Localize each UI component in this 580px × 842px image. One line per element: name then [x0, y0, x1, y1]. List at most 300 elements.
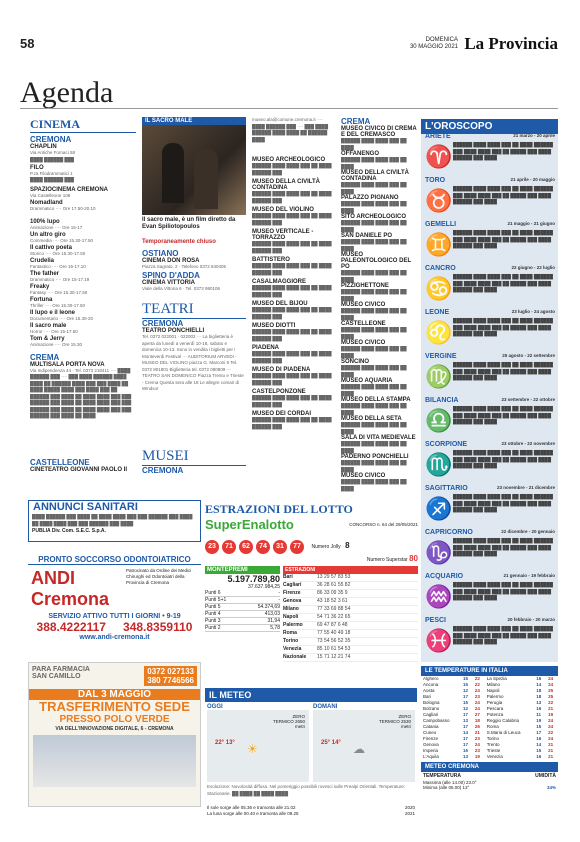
- film-title: Il lupo e il leone: [30, 309, 76, 316]
- temp-cell: 22: [474, 682, 480, 687]
- meteo-maps: [205, 702, 417, 784]
- film-title: Fortuna: [30, 296, 53, 303]
- temp-cell: 22: [548, 730, 554, 735]
- theatre-city: OSTIANO: [142, 249, 179, 258]
- temp-cell: 17: [463, 742, 469, 747]
- sign-name: SAGITTARIO: [425, 485, 468, 492]
- temp-cell: Imperia: [423, 748, 439, 753]
- temp-cell: 17: [463, 694, 469, 699]
- museum-name: MUSEO DELLA CIVILTÀ CONTADINA: [252, 179, 320, 191]
- quota-value: -: [278, 597, 280, 603]
- cinema-city: CASTELLEONE: [30, 457, 90, 467]
- text-filler: museo.ala@comune.cremona.it ···· ████ ██████ ███ ···· ███ ████ ██████ ████ ████ ██ ██████ ████: [252, 117, 329, 142]
- temp-cell: Bari: [423, 694, 432, 699]
- museum-name: MUSEO ARCHEOLOGICO: [252, 157, 326, 163]
- museum-city: CREMONA: [142, 466, 184, 475]
- lotto-number: 71: [222, 540, 236, 554]
- museum-name: CASALMAGGIORE: [252, 279, 306, 285]
- temp-cell: Reggio Calabria: [486, 718, 519, 723]
- quota-label: Punti 4: [205, 611, 221, 617]
- museum-name: OFFANENGO: [341, 151, 380, 157]
- sign-name: TORO: [425, 177, 446, 184]
- horoscope-panel: [421, 119, 558, 662]
- figure-shape: [162, 143, 184, 203]
- wheel-city: Palermo: [283, 622, 303, 628]
- zero-termico: ZERO TERMICO 2650 metri: [272, 714, 305, 729]
- temp-cell: 23: [474, 736, 480, 741]
- temp-cell: 17: [463, 712, 469, 717]
- page-header: [20, 34, 558, 56]
- text-filler: ██████ ████ ████ ███ ██ ████: [341, 201, 407, 213]
- text-filler: Via Indipendenza 44 · Tel. 0373 218411 ···· ████ ██████ ███ ···· ███ ████ ██████ ████ ████ ██ ██████ ████ ███ ███ ████ ██ ████ █████ ████ ███ ████ ███ ██ ██████ ███ ████ ██ ████ ████ ███ ███ ██████ ███ ████ ██ ████ ████ ███ ███ ██████ ███ ████ ██ ████ ████ ███ ███ ██████ ███ ████ ██ ████: [30, 367, 132, 418]
- text-filler: ██████ ████ ████ ███ ██ ████: [341, 270, 407, 282]
- quota-value: 54.374,69: [257, 604, 280, 610]
- servizio-text: SERVIZIO ATTIVO TUTTI I GIORNI • 9-19: [48, 613, 181, 620]
- wheel-numbers: 13 29 57 83 53: [317, 574, 351, 580]
- text-filler: Animazione ···· Ore 15-17: [30, 224, 83, 230]
- horoscope-sign: [425, 177, 555, 213]
- min-row: [421, 785, 558, 790]
- horoscope-sign: [425, 573, 555, 609]
- wheel-numbers: 54 71 36 22 65: [317, 614, 351, 620]
- cinema-name: FILO: [30, 164, 44, 171]
- temp-cell: 17: [463, 724, 469, 729]
- text-filler: ██████ ████ ████ ███ ██ ████: [341, 460, 407, 472]
- section-title: Agenda: [20, 76, 114, 109]
- museum-name: MUSEO CIVICO DI CREMA E DEL CREMASCO: [341, 126, 417, 138]
- year: 2020: [404, 805, 415, 810]
- temp-cell: L'Aquila: [423, 754, 439, 759]
- wheel-city: Nazionale: [283, 654, 307, 660]
- temp-cell: Catania: [423, 724, 439, 729]
- wheel-row: [283, 582, 418, 590]
- museum-name: MUSEO CIVICO: [341, 473, 386, 479]
- text-filler: ██████ ████ ████ ███ ██ ████: [341, 346, 407, 358]
- text-filler: ██████ ████ ████ ███ ██ ████: [341, 422, 407, 434]
- newspaper-logo: La Provincia: [464, 34, 558, 53]
- temp-cell: 23: [474, 748, 480, 753]
- wheel-numbers: 73 54 56 52 35: [317, 638, 351, 644]
- wheel-numbers: 69 47 87 6 48: [317, 622, 348, 628]
- film-title: Nomadland: [30, 199, 63, 206]
- phone-row: [28, 620, 201, 634]
- museum-name: SALA DI VITA MEDIEVALE: [341, 435, 416, 441]
- text-filler: Fantastico ···· Ore 15-17.10: [30, 263, 86, 269]
- temp-cell: 24: [474, 742, 480, 747]
- quota-row: [205, 618, 280, 625]
- closed-notice: Temporaneamente chiuso: [142, 239, 216, 245]
- temp-cell: 15: [536, 748, 542, 753]
- wheel-row: [283, 630, 418, 638]
- zodiac-icon: ♌: [425, 320, 453, 345]
- temp-cell: 14: [463, 730, 469, 735]
- film-title: Tom & Jerry: [30, 335, 65, 342]
- lotto-number: 77: [290, 540, 304, 554]
- text-filler: ██████ ████ ████ ███ ██ ████: [341, 289, 407, 301]
- cloud-icon: ☁: [353, 742, 365, 756]
- wheel-city: Napoli: [283, 614, 299, 620]
- temp-range: 22° 13°: [215, 740, 235, 746]
- horoscope-heading: L'OROSCOPO: [421, 119, 558, 134]
- odontoiatrico-ad: [28, 555, 201, 650]
- sign-text: ██████ ████ ████ ███ ██ ████ ██████ ███ ████ ████ ███ ██ █████ ███ ████ ██████ ███ ████: [453, 626, 553, 644]
- film-title: Crudelia: [30, 257, 55, 264]
- zodiac-icon: ♏: [425, 452, 453, 477]
- montepremi-label: MONTEPREMI: [205, 566, 280, 574]
- horoscope-sign: [425, 133, 555, 169]
- temp-cell: 15: [463, 676, 469, 681]
- weather-map-today: [207, 710, 309, 782]
- text-filler: ██████ ████ ████ ███ ██ ████: [341, 308, 407, 320]
- temp-cell: 13: [463, 754, 469, 759]
- zodiac-icon: ♑: [425, 540, 453, 565]
- wheel-numbers: 15 71 12 21 74: [317, 654, 351, 660]
- temp-cell: 24: [548, 676, 554, 681]
- temp-cell: 14: [536, 742, 542, 747]
- cinema-city: CREMA: [30, 352, 60, 362]
- sun-times: Il sole sorge alle 05.36 e tramonta alle 21.02: [207, 805, 296, 810]
- montepremi-value: 5.197.789,80: [227, 574, 280, 584]
- temp-cell: 15: [463, 682, 469, 687]
- superenalotto-logo: SuperEnalotto: [205, 517, 294, 532]
- film-title: Freaky: [30, 283, 50, 290]
- horoscope-sign: [425, 353, 555, 389]
- quota-label: Punti 5: [205, 604, 221, 610]
- text-filler: ██████ ████ ████ ███ ██ ████: [341, 220, 407, 232]
- film-title: Il sacro male: [30, 322, 67, 329]
- quota-row: [205, 597, 280, 604]
- sign-name: ACQUARIO: [425, 573, 464, 580]
- cinema-address: Via Castelleone 108: [30, 193, 71, 198]
- ad-title: PRONTO SOCCORSO ODONTOIATRICO: [28, 555, 201, 565]
- sign-dates: 21 maggio - 21 giugno: [507, 221, 555, 226]
- text-filler: ██████ ████ ████ ███ ██ ████: [341, 479, 407, 491]
- text-filler: ██████ ████ ████ ███ ██ ████: [341, 441, 407, 453]
- text-filler: Commedia ···· Ore 15.30-17.50: [30, 237, 94, 243]
- museum-name: SAN DANIELE PO: [341, 233, 393, 239]
- zodiac-icon: ♐: [425, 496, 453, 521]
- temp-cell: 24: [474, 706, 480, 711]
- temp-cell: 24: [474, 700, 480, 705]
- temp-cell: Napoli: [486, 688, 500, 693]
- quota-value: 413,03: [264, 611, 280, 617]
- text-filler: ██████ ████ ████ ███ ██ ████: [341, 138, 407, 150]
- moon-times: La luna sorge alle 00.40 e tramonta alle 09.25: [207, 811, 299, 816]
- temp-cell: 11: [536, 712, 542, 717]
- temp-cell: 19: [536, 718, 542, 723]
- temp-cell: 12: [463, 688, 469, 693]
- horoscope-sign: [425, 265, 555, 301]
- zodiac-icon: ♈: [425, 144, 453, 169]
- wheel-row: [283, 654, 418, 662]
- zodiac-icon: ♓: [425, 628, 453, 653]
- sign-name: VERGINE: [425, 353, 457, 360]
- wheel-row: [283, 614, 418, 622]
- temperature-italia: [421, 666, 558, 836]
- wheel-row: [283, 590, 418, 598]
- max-temp: Massima (alle 14.00) 23.0°: [423, 780, 477, 785]
- museum-name: SONCINO: [341, 359, 370, 365]
- superstar-number: 80: [409, 554, 418, 563]
- quota-value: 5,78: [270, 625, 280, 631]
- sign-name: PESCI: [425, 617, 447, 624]
- temp-cell: Torino: [486, 736, 499, 741]
- farmacia-date: DAL 3 MAGGIO: [29, 689, 200, 700]
- min-temp: Minima (alle 06.00) 13°: [423, 785, 470, 790]
- museum-name: PIZZIGHETTONE: [341, 283, 389, 289]
- cinema-name: MULTISALA PORTA NOVA: [30, 361, 105, 368]
- sign-text: ██████ ████ ████ ███ ██ ████ ██████ ███ ████ ████ ███ ██ █████ ███ ████ ██████ ███ ████: [453, 406, 553, 424]
- text-filler: ██████ ████ ████ ███ ██ ████ ██████ ███: [252, 307, 332, 319]
- figure-shape: [194, 149, 218, 209]
- cinema-name: CINETEATRO GIOVANNI PAOLO II: [30, 466, 128, 473]
- temp-cell: 22: [548, 700, 554, 705]
- jolly-label: Numero Jolly: [311, 544, 341, 550]
- museum-list: [252, 157, 336, 433]
- wheel-row: [283, 598, 418, 606]
- text-filler: ██████ ████ ████ ███ ██ ████ ██████ ███: [252, 191, 332, 203]
- temp-cell: 15: [463, 700, 469, 705]
- horoscope-sign: [425, 309, 555, 345]
- superenalotto-head: [205, 517, 418, 532]
- sign-name: LEONE: [425, 309, 450, 316]
- temp-range: 25° 14°: [321, 740, 341, 746]
- text-filler: ██████ ████ ████ ███ ██ ████ ██████ ███: [252, 395, 332, 407]
- wheel-row: [283, 646, 418, 654]
- text-filler: Animazione ···· Ore 15.30: [30, 341, 83, 347]
- sign-name: GEMELLI: [425, 221, 457, 228]
- temp-cell: 25: [548, 688, 554, 693]
- museum-name: MUSEO DELLA STAMPA: [341, 397, 411, 403]
- sign-dates: 23 ottobre - 22 novembre: [501, 441, 555, 446]
- text-filler: Thriller ···· Ore 15.30-17.50: [30, 302, 86, 308]
- sign-text: ██████ ████ ████ ███ ██ ████ ██████ ███ ████ ████ ███ ██ █████ ███ ████ ██████ ███ ████: [453, 230, 553, 248]
- wheel-numbers: 43 18 52 3 61: [317, 598, 348, 604]
- temp-cell: 21: [548, 706, 554, 711]
- temp-cell: Trieste: [486, 748, 501, 753]
- temp-cell: 21: [474, 730, 480, 735]
- text-filler: Evoluzione: Nuvolosità diffusa. Nel pomeriggio possibili rovesci sulle Prealpi Orientali. Temperature: Stazionarie. ██ ████ ██ ████ ████: [207, 784, 406, 796]
- sign-text: ██████ ████ ████ ███ ██ ████ ██████ ███ ████ ████ ███ ██ █████ ███ ████ ██████ ███ ████: [453, 582, 553, 600]
- museum-name: MUSEO DIOTTI: [252, 323, 296, 329]
- lotto-number: 23: [205, 540, 219, 554]
- lotto-number: 31: [273, 540, 287, 554]
- temp-cell: 24: [548, 718, 554, 723]
- text-filler: Horror ···· Ore 15-17.50: [30, 328, 78, 334]
- farmacia-address: VIA DELL'INNOVAZIONE DIGITALE, 6 - CREMONA: [55, 726, 174, 732]
- quota-row: [205, 611, 280, 618]
- temp-cell: 24: [548, 724, 554, 729]
- oggi-label: OGGI: [207, 704, 223, 710]
- text-filler: ██████ ████ ████ ███ ██ ████: [341, 384, 407, 396]
- domani-label: DOMANI: [313, 704, 338, 710]
- sign-text: ██████ ████ ████ ███ ██ ████ ██████ ███ ████ ████ ███ ██ █████ ███ ████ ██████ ███ ████: [453, 362, 553, 380]
- lotto-body: [205, 566, 418, 662]
- cinema-name: CHAPLIN: [30, 144, 57, 150]
- montepremi-box: [205, 566, 280, 662]
- sign-text: ██████ ████ ████ ███ ██ ████ ██████ ███ ████ ████ ███ ██ █████ ███ ████ ██████ ███ ████: [453, 450, 553, 468]
- cinema-name: SPAZIOCINEMA CREMONA: [30, 187, 108, 193]
- film-title: Il cattivo poeta: [30, 244, 73, 251]
- text-filler: ██████ ████ ████ ███ ██ ████ ██████ ███: [252, 417, 332, 429]
- meteo-domani: [311, 702, 417, 784]
- farmacia-title: TRASFERIMENTO SEDE: [39, 699, 190, 714]
- wheel-numbers: 86 33 09 35 9: [317, 590, 348, 596]
- text-filler: ██████ ████ ████ ███ ██ ████: [341, 239, 407, 251]
- cinema-address: P.za Filodrammatici 1: [30, 170, 73, 176]
- temp-cell: Milano: [486, 682, 500, 687]
- temp-cell: 27: [474, 712, 480, 717]
- wheel-city: Cagliari: [283, 582, 302, 588]
- text-filler: ██████ ████ ████ ███ ██ ████ ██████ ███: [252, 285, 332, 297]
- sign-name: ARIETE: [425, 133, 451, 140]
- quota-label: Punti 3: [205, 618, 221, 624]
- temp-cell: 17: [463, 736, 469, 741]
- teatri-heading: TEATRI: [142, 301, 246, 319]
- temp-cell: Potenza: [486, 712, 504, 717]
- temp-cell: Ancona: [423, 682, 439, 687]
- temp-cell: 22: [474, 676, 480, 681]
- quota-row: [205, 604, 280, 611]
- temp-cell: 18: [536, 688, 542, 693]
- theatre-city: CREMONA: [142, 319, 184, 328]
- sign-text: ██████ ████ ████ ███ ██ ████ ██████ ███ ████ ████ ███ ██ █████ ███ ████ ██████ ███ ████: [453, 538, 553, 556]
- weather-map-tomorrow: [313, 710, 415, 782]
- temp-cell: 16: [536, 736, 542, 741]
- musei-column-1: [252, 117, 336, 497]
- temp-cell: 19: [474, 754, 480, 759]
- sign-dates: 23 settembre - 22 ottobre: [501, 397, 555, 402]
- wheel-row: [283, 622, 418, 630]
- temp-cell: 16: [536, 754, 542, 759]
- temp-cell: Cagliari: [423, 712, 439, 717]
- wheel-numbers: 77 55 40 49 18: [317, 630, 351, 636]
- wheel-numbers: 77 33 69 88 54: [317, 606, 351, 612]
- museum-name: PIADENA: [252, 345, 280, 351]
- zodiac-icon: ♉: [425, 188, 453, 213]
- temp-cell: 16: [463, 748, 469, 753]
- building-image: [33, 735, 196, 787]
- sign-text: ██████ ████ ████ ███ ██ ████ ██████ ███ ████ ████ ███ ██ █████ ███ ████ ██████ ███ ████: [453, 186, 553, 204]
- wheels-box: [283, 566, 418, 662]
- text-filler: ██████ ████ ████ ███ ██ ████ ██████ ███: [252, 373, 332, 385]
- museum-name: MUSEO DELLA CIVILTÀ CONTADINA: [341, 170, 409, 182]
- quote-list: [205, 590, 280, 632]
- sign-dates: 21 gennaio - 19 febbraio: [503, 573, 555, 578]
- temp-label: TEMPERATURA: [423, 773, 461, 779]
- text-filler: ██████ ████ ████ ███ ██ ████: [341, 157, 407, 169]
- temp-cell: Firenze: [423, 736, 439, 741]
- horoscope-sign: [425, 221, 555, 257]
- superstar-row: [205, 554, 418, 563]
- lotto-title: ESTRAZIONI DEL LOTTO: [205, 502, 353, 516]
- film-title: The father: [30, 270, 60, 277]
- temp-cell: 19: [548, 712, 554, 717]
- temps-row: [421, 754, 558, 760]
- cremona-labels: [421, 772, 558, 780]
- text-filler: ██████ ████ ████ ███ ██ ████: [341, 182, 407, 194]
- text-filler: ████ ██████ ███: [30, 156, 74, 162]
- teatri-column: [142, 117, 246, 497]
- meteo-oggi: [205, 702, 311, 784]
- text-filler: ██████ ████ ████ ███ ██ ████: [341, 403, 407, 415]
- year-2: 2021: [404, 811, 415, 816]
- museum-name: MUSEO AQUARIA: [341, 378, 393, 384]
- cinema-column: [30, 117, 136, 497]
- text-filler: ██████ ████ ████ ███ ██ ████ ██████ ███: [252, 263, 332, 275]
- wheel-city: Milano: [283, 606, 299, 612]
- wheel-city: Genova: [283, 598, 302, 604]
- sign-text: ██████ ████ ████ ███ ██ ████ ██████ ███ ████ ████ ███ ██ █████ ███ ████ ██████ ███ ████: [453, 494, 553, 512]
- text-filler: ██████ ████ ████ ███ ██ ████ ██████ ███: [252, 213, 332, 225]
- sun-moon-row: [205, 804, 417, 811]
- meteo-cremona-heading: METEO CREMONA: [421, 762, 558, 772]
- humidity-value: 34%: [546, 785, 556, 790]
- issue-day: DOMENICA: [425, 37, 458, 43]
- theatre-city: SPINO D'ADDA: [142, 271, 200, 280]
- museum-name: MUSEO DELLA SETA: [341, 416, 402, 422]
- temp-cell: 21: [548, 742, 554, 747]
- quota-label: Punti 5+1: [205, 597, 227, 603]
- temp-cell: Trento: [486, 742, 500, 747]
- musei-column-2: [341, 117, 419, 497]
- farmacia-ad: [28, 662, 201, 807]
- text-filler: ██████ ████ ████ ███ ██ ████: [341, 365, 407, 377]
- farmacia-name: PARA FARMACIA SAN CAMILLO: [32, 666, 90, 680]
- film-list: [30, 200, 136, 349]
- temp-cell: 24: [474, 688, 480, 693]
- wheels-head: ESTRAZIONI: [283, 566, 418, 574]
- hum-label: UMIDITÀ: [535, 773, 556, 779]
- zodiac-icon: ♊: [425, 232, 453, 257]
- sign-dates: 25 agosto - 22 settembre: [502, 353, 555, 358]
- text-filler: Tel. 0372 022001 · 022002 ··· La biglietteria è aperta da lunedì a venerdì 10-18, sabato e domenica 10-13. Sono in vendita i biglietti per i Monteverdi Festival ··· AUDITORIUM ARVEDI - MUSEO DEL VIOLINO piazza G. Marconi 5 Tel. 0372 801801 Biglietteria tel. 0372 080809 ··· TEATRO SAN DOMENICO Piazza Trento e Trieste - Crema Questa sera alle 18 Le allegre comari di Windsor: [142, 334, 244, 391]
- sign-dates: 23 luglio - 24 agosto: [511, 309, 555, 314]
- temp-cell: Venezia: [486, 754, 503, 759]
- wheel-city: Venezia: [283, 646, 302, 652]
- wheel-city: Torino: [283, 638, 299, 644]
- temp-cell: 18: [474, 718, 480, 723]
- temp-cell: Palermo: [486, 694, 504, 699]
- phone-1: 388.4222117: [36, 620, 106, 634]
- annunci-sanitari-box: [28, 500, 201, 542]
- sign-dates: 21 marzo - 20 aprile: [513, 133, 555, 138]
- cinema-city: CREMONA: [30, 135, 72, 144]
- temp-cell: 17: [536, 730, 542, 735]
- temp-cell: 15: [536, 724, 542, 729]
- quota-value: 31,94: [267, 618, 280, 624]
- sacro-male-banner: IL SACRO MALE: [142, 117, 246, 125]
- cinema-heading: CINEMA: [30, 117, 136, 133]
- farmacia-phones: [144, 666, 197, 686]
- sign-dates: 20 febbraio - 20 marzo: [507, 617, 555, 622]
- sign-dates: 22 giugno - 22 luglio: [511, 265, 555, 270]
- text-filler: Piazza Sagrato, 2 · Telefono 0372 840405: [142, 264, 226, 269]
- horoscope-sign: [425, 529, 555, 565]
- temp-cell: 21: [548, 748, 554, 753]
- text-filler: Drammatico ···· Ore 15-17.19: [30, 276, 90, 282]
- text-filler: Documentario ···· Ore 15.30-20: [30, 315, 94, 321]
- farmacia-phone-1: 0372 027133: [147, 667, 194, 676]
- text-filler: ████ ██████ ███: [30, 177, 74, 182]
- museum-name: MUSEO DEI CORDAI: [252, 411, 312, 417]
- lotto-number: 74: [256, 540, 270, 554]
- meteo-heading: IL METEO: [205, 688, 417, 702]
- temp-cell: 26: [474, 724, 480, 729]
- theatre-name: CINEMA VITTORIA: [142, 280, 196, 286]
- sun-icon: ☀: [247, 742, 258, 756]
- text-filler: ████ ██████ ███ ████ ██ ████ ████ ███ ███ ██████ ███ ████ ██ ████ ████ ███ ███ ██████ ███ ████: [32, 514, 193, 526]
